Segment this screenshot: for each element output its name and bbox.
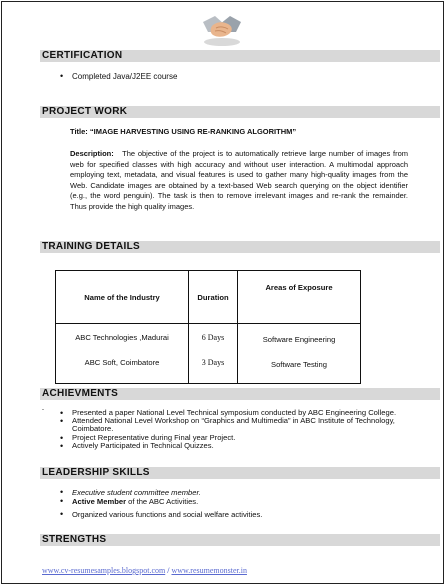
- section-title-achievements: ACHIEVMENTS: [42, 388, 119, 399]
- footer-link-blogspot[interactable]: www.cv-resumesamples.blogspot.com: [42, 566, 166, 575]
- list-item: [58, 488, 398, 497]
- list-item: [58, 510, 398, 519]
- column-header: Duration: [189, 271, 238, 324]
- section-title-project-work: PROJECT WORK: [42, 106, 128, 117]
- exposure-area: Software Engineering: [262, 335, 336, 344]
- list-item: • Completed Java/J2EE course: [58, 72, 177, 81]
- project-title: Title: “IMAGE HARVESTING USING RE-RANKING ALGORITHM”: [70, 127, 297, 136]
- table-cell: [238, 324, 361, 384]
- certification-list: [58, 72, 177, 81]
- exposure-area: Software Testing: [271, 360, 327, 369]
- table-cell: [56, 324, 189, 384]
- column-header: Name of the Industry: [56, 271, 189, 324]
- description-label: Description:: [70, 149, 114, 158]
- section-title-leadership: LEADERSHIP SKILLS: [42, 467, 150, 478]
- list-item: • Presented a paper National Level Technical symposium conducted by ABC Engineering College.: [58, 409, 408, 417]
- leadership-bold: Active Member: [72, 497, 127, 506]
- leadership-text: Organized various functions and social welfare activities.: [72, 510, 263, 519]
- section-title-strengths: STRENGTHS: [42, 534, 107, 545]
- training-table: [55, 270, 361, 384]
- list-item: • Attended National Level Workshop on “Graphics and Multimedia” in ABC Institute of Technology, Coimbatore.: [58, 417, 408, 433]
- description-text: The objective of the project is to automatically retrieve large number of images from web for specified classes with high accuracy and without user interaction. A multimodal approach employing text, metadata, and visual features is used to gather many high-quality images from the Web. Candidate images are obtained by a text-based Web search querying on the object identifier (e.g., the word penguin). The task is then to remove irrelevant images and re-rank the remainder. Thus provide the high quality images.: [70, 149, 408, 211]
- section-title-certification: CERTIFICATION: [42, 50, 123, 61]
- achievements-list: [58, 409, 408, 450]
- table-cell: [189, 324, 238, 384]
- table-row: [56, 324, 361, 384]
- project-description: [70, 149, 408, 213]
- stray-mark: -: [42, 407, 44, 413]
- footer-separator: /: [165, 566, 172, 575]
- section-title-training: TRAINING DETAILS: [42, 241, 140, 252]
- industry-name: ABC Technologies ,Madurai: [75, 333, 169, 342]
- column-header: Areas of Exposure: [238, 271, 361, 324]
- table-header-row: [56, 271, 361, 324]
- list-item: • Project Representative during Final year Project.: [58, 434, 408, 442]
- leadership-list: [58, 488, 398, 519]
- footer-link-resumemonster[interactable]: www.resumemonster.in: [171, 566, 247, 575]
- handshake-icon: [200, 8, 244, 48]
- list-item: • Actively Participated in Technical Quizzes.: [58, 442, 408, 450]
- duration-value: 3 Days: [201, 358, 225, 367]
- leadership-text: of the ABC Activities.: [126, 497, 199, 506]
- list-item: [58, 497, 398, 506]
- footer-links: [42, 566, 247, 575]
- leadership-text: Executive student committee member.: [72, 488, 201, 497]
- duration-value: 6 Days: [201, 333, 225, 342]
- industry-name: ABC Soft, Coimbatore: [84, 358, 160, 367]
